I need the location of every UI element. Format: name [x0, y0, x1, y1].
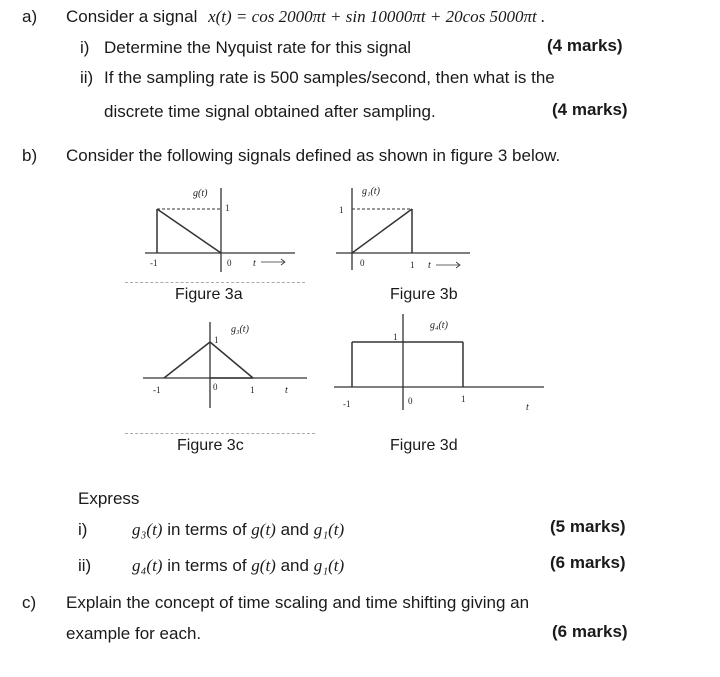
question-a-i-marks: (4 marks) [547, 36, 623, 55]
question-b-i-num: i) [78, 520, 88, 539]
figure-3b-tick-one-y: 1 [339, 205, 344, 215]
figure-3a-plot [135, 180, 305, 280]
figure-3b-caption: Figure 3b [390, 286, 458, 303]
figure-3c-tick-one-y: 1 [214, 335, 219, 345]
part-a-text [66, 7, 545, 27]
figure-3d-plot [330, 310, 560, 420]
figure-3c-plot [135, 318, 315, 418]
question-b-i-text [132, 520, 344, 540]
figure-3d-caption: Figure 3d [390, 437, 458, 454]
part-b-text: Consider the following signals defined as shown in figure 3 below. [66, 146, 561, 165]
figure-3c-tick-zero: 0 [213, 382, 218, 392]
figure-3c-signal-label: g₃(t) [231, 324, 249, 335]
part-c-label: c) [22, 593, 37, 612]
question-b-i-g: g(t) [251, 520, 276, 539]
figure-3b-plot [330, 180, 490, 280]
question-b-ii-marks: (6 marks) [550, 553, 626, 572]
part-c-line1: Explain the concept of time scaling and time shifting giving an [66, 593, 530, 612]
part-a-intro: Consider a signal [66, 7, 198, 26]
question-b-ii-signal: g₄(t) [132, 556, 163, 575]
question-a-i-text: Determine the Nyquist rate for this signal [104, 38, 412, 57]
figure-3d-signal-label: g₄(t) [430, 320, 448, 331]
express-label: Express [78, 489, 140, 508]
figure-3b-tick-one-x: 1 [410, 260, 415, 270]
figure-3c-tick-one-x: 1 [250, 385, 255, 395]
figure-3b-tick-zero: 0 [360, 258, 365, 268]
figure-3a-tick-neg-one: -1 [150, 258, 158, 268]
figure-3a-divider [125, 282, 305, 283]
figure-3b-axis-t: t [428, 260, 431, 271]
part-c-line2: example for each. [66, 624, 202, 643]
figure-3c-divider [125, 433, 315, 434]
question-b-ii-g1: g₁(t) [313, 556, 345, 575]
question-b-ii-and: and [280, 556, 309, 575]
question-b-i-marks: (5 marks) [550, 517, 626, 536]
question-b-i-signal: g₃(t) [132, 520, 163, 539]
figure-3a-caption: Figure 3a [175, 286, 243, 303]
figure-3d-axis-t: t [526, 402, 529, 413]
question-a-i-num: i) [80, 38, 90, 57]
question-b-i-g1: g₁(t) [313, 520, 345, 539]
figure-3a-axis-t: t [253, 258, 256, 269]
figure-3b-signal-label: g₁(t) [362, 186, 380, 197]
question-a-ii-marks: (4 marks) [552, 100, 628, 119]
question-a-ii-num: ii) [80, 68, 94, 87]
question-b-i-pre: in terms of [167, 520, 247, 539]
figure-3a-signal-label: g(t) [193, 188, 208, 199]
part-a-label: a) [22, 7, 38, 26]
figure-3c-tick-neg-one: -1 [153, 385, 161, 395]
question-b-ii-num: ii) [78, 556, 92, 575]
signal-formula: x(t) = cos 2000πt + sin 10000πt + 20cos 5000πt . [208, 7, 546, 26]
figure-3a-tick-zero: 0 [227, 258, 232, 268]
question-b-ii-pre: in terms of [167, 556, 247, 575]
figure-3d-tick-one-y: 1 [393, 332, 398, 342]
question-b-i-and: and [280, 520, 309, 539]
figure-3c-axis-t: t [285, 385, 288, 396]
figure-3d-tick-neg-one: -1 [343, 399, 351, 409]
question-a-ii-line1: If the sampling rate is 500 samples/second, then what is the [104, 68, 555, 87]
question-a-ii-line2: discrete time signal obtained after sampling. [104, 102, 436, 121]
question-b-ii-g: g(t) [251, 556, 276, 575]
part-c-marks: (6 marks) [552, 622, 628, 641]
part-b-label: b) [22, 146, 38, 165]
question-b-ii-text [132, 556, 344, 576]
figure-3c-caption: Figure 3c [177, 437, 244, 454]
figure-3a-tick-one: 1 [225, 203, 230, 213]
figure-3d-tick-zero: 0 [408, 396, 413, 406]
figure-3d-tick-one-x: 1 [461, 394, 466, 404]
